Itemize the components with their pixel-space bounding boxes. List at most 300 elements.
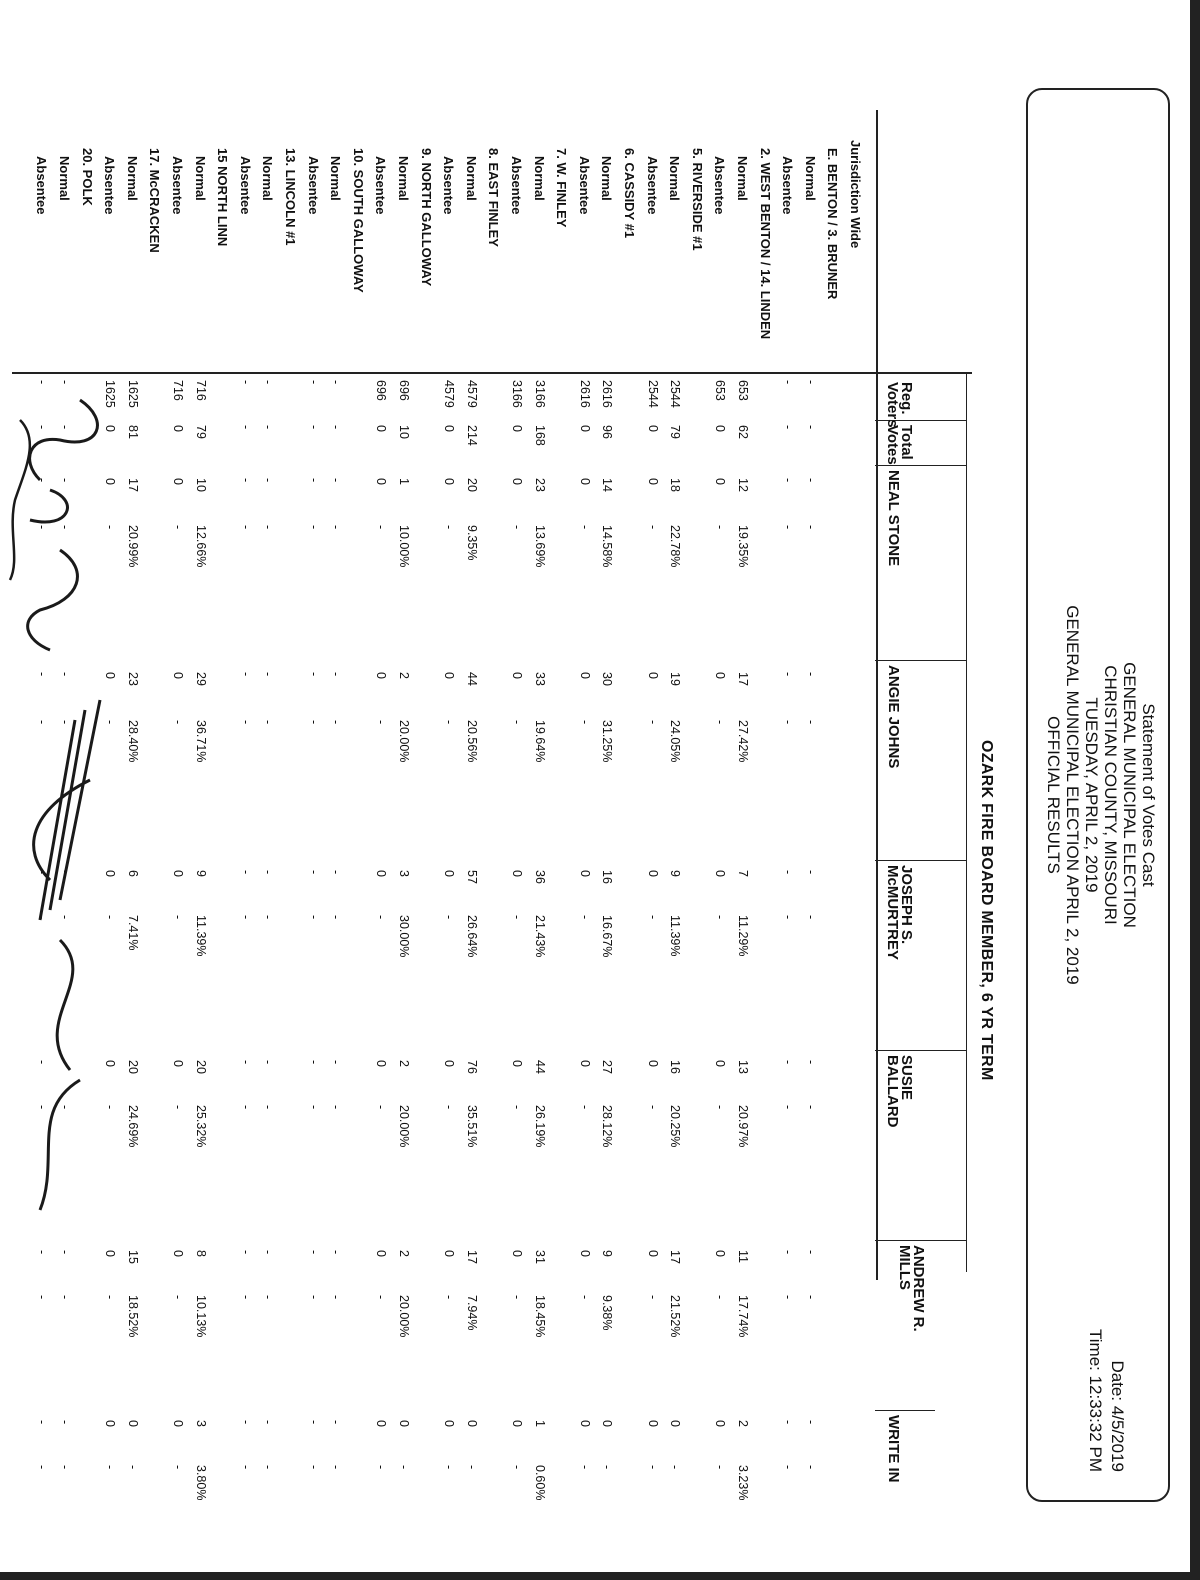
table-cell-c5: 15 — [125, 1250, 140, 1264]
table-cell-p6: - — [781, 1465, 796, 1470]
table-cell-p2: 27.42% — [736, 720, 750, 763]
table-cell-p1: 20.99% — [125, 525, 140, 568]
table-cell-c3: 0 — [645, 870, 660, 877]
table-cell-c2: 0 — [713, 672, 728, 679]
row-label: Normal — [599, 156, 615, 201]
table-cell-c1: 0 — [171, 478, 185, 485]
table-cell-c6: - — [781, 1420, 796, 1425]
precinct-heading: 20. POLK — [79, 148, 95, 206]
table-cell-p4: - — [374, 1105, 389, 1110]
table-cell-c6: 0 — [668, 1420, 683, 1427]
table-cell-p3: 11.39% — [193, 915, 208, 957]
table-cell-c1: 10 — [193, 478, 208, 492]
table-cell-c4: - — [781, 1060, 796, 1065]
table-cell-c3: - — [803, 870, 818, 875]
table-cell-p1: - — [374, 525, 389, 530]
table-cell-c1: 0 — [374, 478, 389, 485]
table-cell-c2: 0 — [645, 672, 660, 679]
table-cell-p3: - — [35, 915, 50, 920]
table-cell-c3: - — [329, 870, 344, 875]
table-cell-c5: 0 — [442, 1250, 457, 1257]
table-cell-c3: 0 — [713, 870, 728, 877]
col-head-susie-ballard: SUSIE BALLARD — [884, 1055, 915, 1128]
table-cell-reg: - — [781, 380, 796, 385]
table-cell-c2: 0 — [442, 672, 457, 679]
table-cell-c2: - — [238, 672, 253, 677]
table-cell-c1: 23 — [532, 478, 547, 492]
table-cell-p1: - — [329, 525, 344, 530]
table-cell-p4: - — [58, 1105, 72, 1110]
signature-stroke-1 — [28, 400, 98, 650]
table-cell-c1: - — [261, 478, 276, 483]
table-cell-p6: - — [374, 1465, 389, 1470]
table-cell-p4: - — [781, 1105, 796, 1110]
table-cell-p1: 12.66% — [193, 525, 208, 568]
table-cell-p6: 3.23% — [736, 1465, 750, 1501]
table-cell-p6: - — [261, 1465, 276, 1470]
table-cell-c1: 0 — [442, 478, 457, 485]
table-cell-p4: 35.51% — [464, 1105, 479, 1148]
table-cell-p6: - — [329, 1465, 344, 1470]
table-cell-reg: - — [803, 380, 818, 385]
header-bottom-rule — [876, 110, 878, 1280]
table-cell-p2: 28.40% — [125, 720, 140, 763]
table-cell-p2: - — [803, 720, 818, 725]
signature-stroke-3 — [34, 700, 100, 1210]
table-cell-reg: 653 — [736, 380, 750, 401]
table-cell-p5: - — [103, 1295, 118, 1300]
table-cell-total: 79 — [668, 425, 683, 439]
table-cell-p4: - — [238, 1105, 253, 1110]
table-cell-p5: - — [645, 1295, 660, 1300]
table-cell-p5: - — [35, 1295, 50, 1300]
row-label: Normal — [328, 156, 344, 201]
table-cell-reg: 653 — [713, 380, 728, 401]
col-sep-7 — [875, 1410, 935, 1411]
precinct-heading: E. BENTON / 3. BRUNER — [825, 148, 841, 300]
table-cell-reg: - — [238, 380, 253, 385]
table-cell-c2: 29 — [193, 672, 208, 686]
table-cell-reg: 2616 — [577, 380, 592, 408]
table-cell-p3: 16.67% — [600, 915, 615, 958]
table-cell-total: 10 — [397, 425, 411, 439]
table-cell-c6: 0 — [397, 1420, 411, 1427]
table-cell-p6: - — [397, 1465, 411, 1470]
table-cell-c2: 0 — [577, 672, 592, 679]
table-cell-p3: 26.64% — [464, 915, 479, 958]
table-cell-c2: - — [35, 672, 50, 677]
table-cell-p2: - — [238, 720, 253, 725]
table-cell-total: 62 — [736, 425, 750, 439]
table-cell-c3: 36 — [532, 870, 547, 884]
table-cell-p4: - — [645, 1105, 660, 1110]
table-cell-reg: 3166 — [532, 380, 547, 408]
table-cell-c6: 2 — [736, 1420, 750, 1427]
row-label: Absentee — [441, 156, 457, 215]
row-label: Absentee — [644, 156, 660, 215]
table-cell-c1: 17 — [125, 478, 140, 492]
table-cell-p1: - — [238, 525, 253, 530]
row-label: Normal — [260, 156, 276, 201]
row-label: Normal — [124, 156, 140, 201]
table-cell-c1: 0 — [645, 478, 660, 485]
col-head-neal-stone: NEAL STONE — [885, 470, 902, 567]
table-cell-p6: - — [803, 1465, 818, 1470]
table-cell-p1: - — [577, 525, 592, 530]
table-cell-p5: - — [58, 1295, 72, 1300]
table-cell-p3: - — [238, 915, 253, 920]
table-cell-c5: - — [238, 1250, 253, 1255]
table-cell-p3: - — [510, 915, 524, 920]
table-cell-c4: 44 — [532, 1060, 547, 1074]
table-cell-c6: - — [35, 1420, 50, 1425]
table-cell-p2: 36.71% — [193, 720, 208, 763]
row-label: Normal — [735, 156, 750, 201]
table-cell-c3: 57 — [464, 870, 479, 884]
table-cell-reg: 4579 — [442, 380, 457, 408]
table-cell-p6: - — [125, 1465, 140, 1470]
precinct-heading: 8. EAST FINLEY — [486, 148, 502, 247]
table-cell-total: 0 — [713, 425, 728, 432]
table-cell-c6: - — [306, 1420, 321, 1425]
table-cell-p3: - — [329, 915, 344, 920]
table-cell-c1: 12 — [736, 478, 750, 492]
table-cell-c5: 0 — [645, 1250, 660, 1257]
table-cell-p6: - — [238, 1465, 253, 1470]
table-cell-p4: 20.25% — [668, 1105, 683, 1148]
table-cell-c2: 0 — [103, 672, 118, 679]
header-line-3: TUESDAY, APRIL 2, 2019 — [1082, 697, 1101, 893]
table-cell-c4: 0 — [103, 1060, 118, 1067]
table-cell-reg: - — [329, 380, 344, 385]
table-cell-p6: - — [58, 1465, 72, 1470]
table-cell-c4: - — [329, 1060, 344, 1065]
table-cell-p4: - — [306, 1105, 321, 1110]
table-cell-c1: - — [58, 478, 72, 483]
table-cell-p5: 10.13% — [193, 1295, 208, 1338]
table-cell-c4: 0 — [442, 1060, 457, 1067]
table-cell-c1: 1 — [397, 478, 411, 485]
table-cell-c3: - — [35, 870, 50, 875]
col-head-joseph-mcmurtrey: JOSEPH S. McMURTREY — [884, 865, 915, 961]
table-cell-c5: 17 — [668, 1250, 683, 1264]
table-cell-c6: 0 — [510, 1420, 524, 1427]
table-cell-p6: - — [103, 1465, 118, 1470]
table-cell-c4: 27 — [600, 1060, 615, 1074]
table-cell-reg: 2544 — [668, 380, 683, 408]
table-cell-c6: - — [238, 1420, 253, 1425]
table-cell-c4: - — [803, 1060, 818, 1065]
table-cell-p3: - — [103, 915, 118, 920]
table-cell-c6: 0 — [125, 1420, 140, 1427]
table-cell-total: - — [238, 425, 253, 430]
table-cell-c5: - — [261, 1250, 276, 1255]
table-cell-c5: 17 — [464, 1250, 479, 1264]
col-head-andrew-mills: ANDREW R. MILLS — [896, 1245, 927, 1332]
table-cell-c2: - — [261, 672, 276, 677]
table-cell-c1: 18 — [668, 478, 683, 492]
table-cell-c2: 0 — [171, 672, 185, 679]
table-cell-p3: 21.43% — [532, 915, 547, 958]
table-cell-p2: - — [645, 720, 660, 725]
header-line-4: GENERAL MUNICIPAL ELECTION APRIL 2, 2019 — [1063, 605, 1082, 985]
table-cell-p2: 31.25% — [600, 720, 615, 763]
table-cell-p4: - — [35, 1105, 50, 1110]
table-cell-reg: 696 — [397, 380, 411, 401]
table-cell-p1: 10.00% — [397, 525, 411, 568]
table-cell-p5: - — [510, 1295, 524, 1300]
table-cell-reg: 716 — [171, 380, 185, 401]
header-box — [1026, 88, 1170, 1502]
table-cell-p3: - — [442, 915, 457, 920]
table-cell-p6: - — [645, 1465, 660, 1470]
table-cell-total: - — [58, 425, 72, 430]
table-cell-p1: 14.58% — [600, 525, 615, 568]
precinct-heading: 9. NORTH GALLOWAY — [418, 148, 434, 287]
table-cell-p2: - — [103, 720, 118, 725]
table-cell-c5: 0 — [171, 1250, 185, 1257]
table-cell-c6: - — [58, 1420, 72, 1425]
table-cell-total: 96 — [600, 425, 615, 439]
table-cell-p1: - — [781, 525, 796, 530]
table-cell-p3: - — [781, 915, 796, 920]
table-cell-c3: - — [781, 870, 796, 875]
row-label: Normal — [396, 156, 411, 201]
table-cell-p4: - — [713, 1105, 728, 1110]
table-cell-p5: - — [306, 1295, 321, 1300]
table-cell-c2: - — [329, 672, 344, 677]
precinct-heading: 13. LINCOLN #1 — [283, 148, 298, 246]
table-cell-c2: 33 — [532, 672, 547, 686]
table-cell-p1: 22.78% — [668, 525, 683, 568]
table-cell-c4: - — [261, 1060, 276, 1065]
table-cell-c4: - — [58, 1060, 72, 1065]
table-cell-p2: - — [58, 720, 72, 725]
table-cell-p5: - — [171, 1295, 185, 1300]
precinct-heading: 5. RIVERSIDE #1 — [689, 148, 705, 251]
table-cell-p4: - — [171, 1105, 185, 1110]
table-cell-c4: 20 — [193, 1060, 208, 1074]
table-cell-c3: 0 — [171, 870, 185, 877]
table-cell-p4: - — [103, 1105, 118, 1110]
table-cell-c4: 0 — [171, 1060, 185, 1067]
table-cell-c3: 0 — [577, 870, 592, 877]
col-sep-2 — [875, 465, 967, 466]
table-cell-p4: - — [442, 1105, 457, 1110]
table-cell-c2: 17 — [736, 672, 750, 686]
row-label: Absentee — [305, 156, 321, 215]
contest-title: OZARK FIRE BOARD MEMBER, 6 YR TERM — [978, 740, 995, 1081]
table-cell-p3: - — [261, 915, 276, 920]
table-cell-c1: 20 — [464, 478, 479, 492]
table-cell-reg: 1625 — [103, 380, 118, 408]
table-cell-p5: - — [577, 1295, 592, 1300]
table-cell-p5: 18.45% — [532, 1295, 547, 1338]
table-cell-p2: 20.00% — [397, 720, 411, 763]
table-cell-p4: 26.19% — [532, 1105, 547, 1148]
table-cell-p1: - — [645, 525, 660, 530]
table-cell-p2: - — [577, 720, 592, 725]
table-cell-reg: 696 — [374, 380, 389, 401]
table-cell-c5: 0 — [510, 1250, 524, 1257]
table-cell-p5: - — [442, 1295, 457, 1300]
table-cell-reg: 716 — [193, 380, 208, 401]
table-cell-total: 0 — [171, 425, 185, 432]
table-cell-p2: - — [261, 720, 276, 725]
table-cell-total: 0 — [103, 425, 118, 432]
row-label: Absentee — [780, 156, 796, 215]
table-cell-p3: - — [577, 915, 592, 920]
table-cell-c6: 0 — [171, 1420, 185, 1427]
table-cell-p1: 13.69% — [532, 525, 547, 568]
table-cell-total: - — [329, 425, 344, 430]
precinct-heading: 15 NORTH LINN — [215, 148, 231, 247]
table-cell-c5: 11 — [736, 1250, 750, 1263]
table-cell-p5: 21.52% — [668, 1295, 683, 1338]
table-cell-p6: - — [510, 1465, 524, 1470]
table-cell-p1: - — [510, 525, 524, 530]
header-top-rule — [966, 372, 967, 1272]
table-cell-c1: 14 — [600, 478, 615, 492]
table-cell-c2: 0 — [374, 672, 389, 679]
table-cell-c5: - — [306, 1250, 321, 1255]
table-cell-p4: 20.00% — [397, 1105, 411, 1148]
row-label: Absentee — [712, 156, 728, 215]
table-cell-c5: 0 — [374, 1250, 389, 1257]
table-cell-p6: - — [464, 1465, 479, 1470]
table-cell-reg: 2616 — [600, 380, 615, 408]
table-cell-c4: 16 — [668, 1060, 683, 1074]
report-time: Time: 12:33:32 PM — [1086, 1329, 1105, 1472]
table-cell-c4: 0 — [645, 1060, 660, 1067]
table-cell-p5: - — [803, 1295, 818, 1300]
table-cell-c3: 0 — [374, 870, 389, 877]
table-cell-p3: - — [171, 915, 185, 920]
table-cell-p2: 24.05% — [668, 720, 683, 763]
table-cell-c2: - — [306, 672, 321, 677]
table-cell-c5: 2 — [397, 1250, 411, 1257]
table-cell-c2: - — [781, 672, 796, 677]
table-cell-p2: 19.64% — [532, 720, 547, 763]
table-cell-c3: - — [238, 870, 253, 875]
table-cell-p5: 20.00% — [397, 1295, 411, 1338]
table-cell-c1: - — [803, 478, 818, 483]
table-cell-p2: - — [306, 720, 321, 725]
header-line-1: GENERAL MUNICIPAL ELECTION — [1120, 662, 1139, 928]
table-cell-c1: 0 — [103, 478, 118, 485]
signature-stroke-2 — [10, 420, 30, 580]
table-cell-c1: 0 — [577, 478, 592, 485]
table-cell-c1: - — [781, 478, 796, 483]
table-cell-c6: 0 — [577, 1420, 592, 1427]
header-line-2: CHRISTIAN COUNTY, MISSOURI — [1101, 665, 1120, 925]
table-cell-p2: - — [510, 720, 524, 725]
table-cell-c5: 31 — [532, 1250, 547, 1264]
table-cell-c5: 8 — [193, 1250, 208, 1257]
table-cell-p3: 11.39% — [668, 915, 683, 957]
table-cell-c4: - — [238, 1060, 253, 1065]
table-cell-c2: 30 — [600, 672, 615, 686]
table-cell-p1: 9.35% — [464, 525, 479, 561]
jurisdiction-column-rule — [12, 372, 972, 374]
table-cell-p4: 25.32% — [193, 1105, 208, 1148]
report-title: Statement of Votes Cast — [1139, 703, 1158, 887]
row-label: Normal — [531, 156, 547, 201]
table-cell-c3: 9 — [193, 870, 208, 877]
precinct-heading: 17. McCRACKEN — [147, 148, 163, 253]
table-cell-p1: - — [103, 525, 118, 530]
table-cell-reg: 4579 — [464, 380, 479, 408]
jurisdiction-heading: Jurisdiction Wide — [848, 140, 863, 249]
table-cell-reg: - — [306, 380, 321, 385]
table-cell-c2: - — [803, 672, 818, 677]
table-cell-p5: 18.52% — [125, 1295, 140, 1338]
table-cell-p3: - — [803, 915, 818, 920]
table-cell-c1: 0 — [510, 478, 524, 485]
table-cell-c6: 0 — [374, 1420, 389, 1427]
table-cell-p5: - — [713, 1295, 728, 1300]
table-cell-p1: - — [35, 525, 50, 530]
row-label: Absentee — [170, 156, 185, 215]
row-label: Absentee — [34, 156, 50, 215]
table-cell-total: 0 — [374, 425, 389, 432]
precinct-heading: 6. CASSIDY #1 — [622, 148, 637, 239]
table-cell-c6: 3 — [193, 1420, 208, 1427]
table-cell-p1: - — [803, 525, 818, 530]
table-cell-c3: 3 — [397, 870, 411, 877]
table-cell-total: - — [261, 425, 276, 430]
table-cell-c5: 0 — [103, 1250, 118, 1257]
table-cell-p1: - — [58, 525, 72, 530]
table-cell-c4: 0 — [374, 1060, 389, 1067]
table-cell-p2: - — [329, 720, 344, 725]
table-cell-c4: 76 — [464, 1060, 479, 1074]
col-sep-5 — [875, 1050, 967, 1051]
col-sep-4 — [875, 860, 967, 861]
col-head-total-votes: Total Votes — [884, 425, 915, 465]
table-cell-c1: - — [35, 478, 50, 483]
precinct-heading: 2. WEST BENTON / 14. LINDEN — [757, 148, 773, 340]
table-cell-total: 0 — [577, 425, 592, 432]
table-cell-p6: 0.60% — [532, 1465, 547, 1501]
table-cell-c3: 0 — [510, 870, 524, 877]
table-cell-p3: 11.29% — [736, 915, 750, 957]
table-cell-p1: 19.35% — [736, 525, 750, 568]
header-center — [1044, 90, 1158, 1500]
table-cell-p1: - — [261, 525, 276, 530]
table-cell-total: 168 — [532, 425, 547, 446]
row-label: Normal — [802, 156, 818, 201]
table-cell-p3: - — [713, 915, 728, 920]
table-cell-c3: - — [261, 870, 276, 875]
table-cell-total: - — [781, 425, 796, 430]
col-head-write-in: WRITE IN — [885, 1415, 902, 1483]
table-cell-c6: 0 — [600, 1420, 615, 1427]
table-cell-p6: - — [668, 1465, 683, 1470]
table-cell-c1: - — [306, 478, 321, 483]
row-label: Absentee — [576, 156, 592, 215]
table-cell-total: 0 — [510, 425, 524, 432]
table-cell-p5: - — [238, 1295, 253, 1300]
col-head-angie-johns: ANGIE JOHNS — [885, 665, 902, 769]
table-cell-total: 0 — [442, 425, 457, 432]
table-cell-c6: 0 — [103, 1420, 118, 1427]
table-cell-c2: - — [58, 672, 72, 677]
header-date-time — [1084, 1329, 1128, 1472]
table-cell-c5: - — [781, 1250, 796, 1255]
table-cell-c6: - — [329, 1420, 344, 1425]
table-cell-p2: - — [35, 720, 50, 725]
